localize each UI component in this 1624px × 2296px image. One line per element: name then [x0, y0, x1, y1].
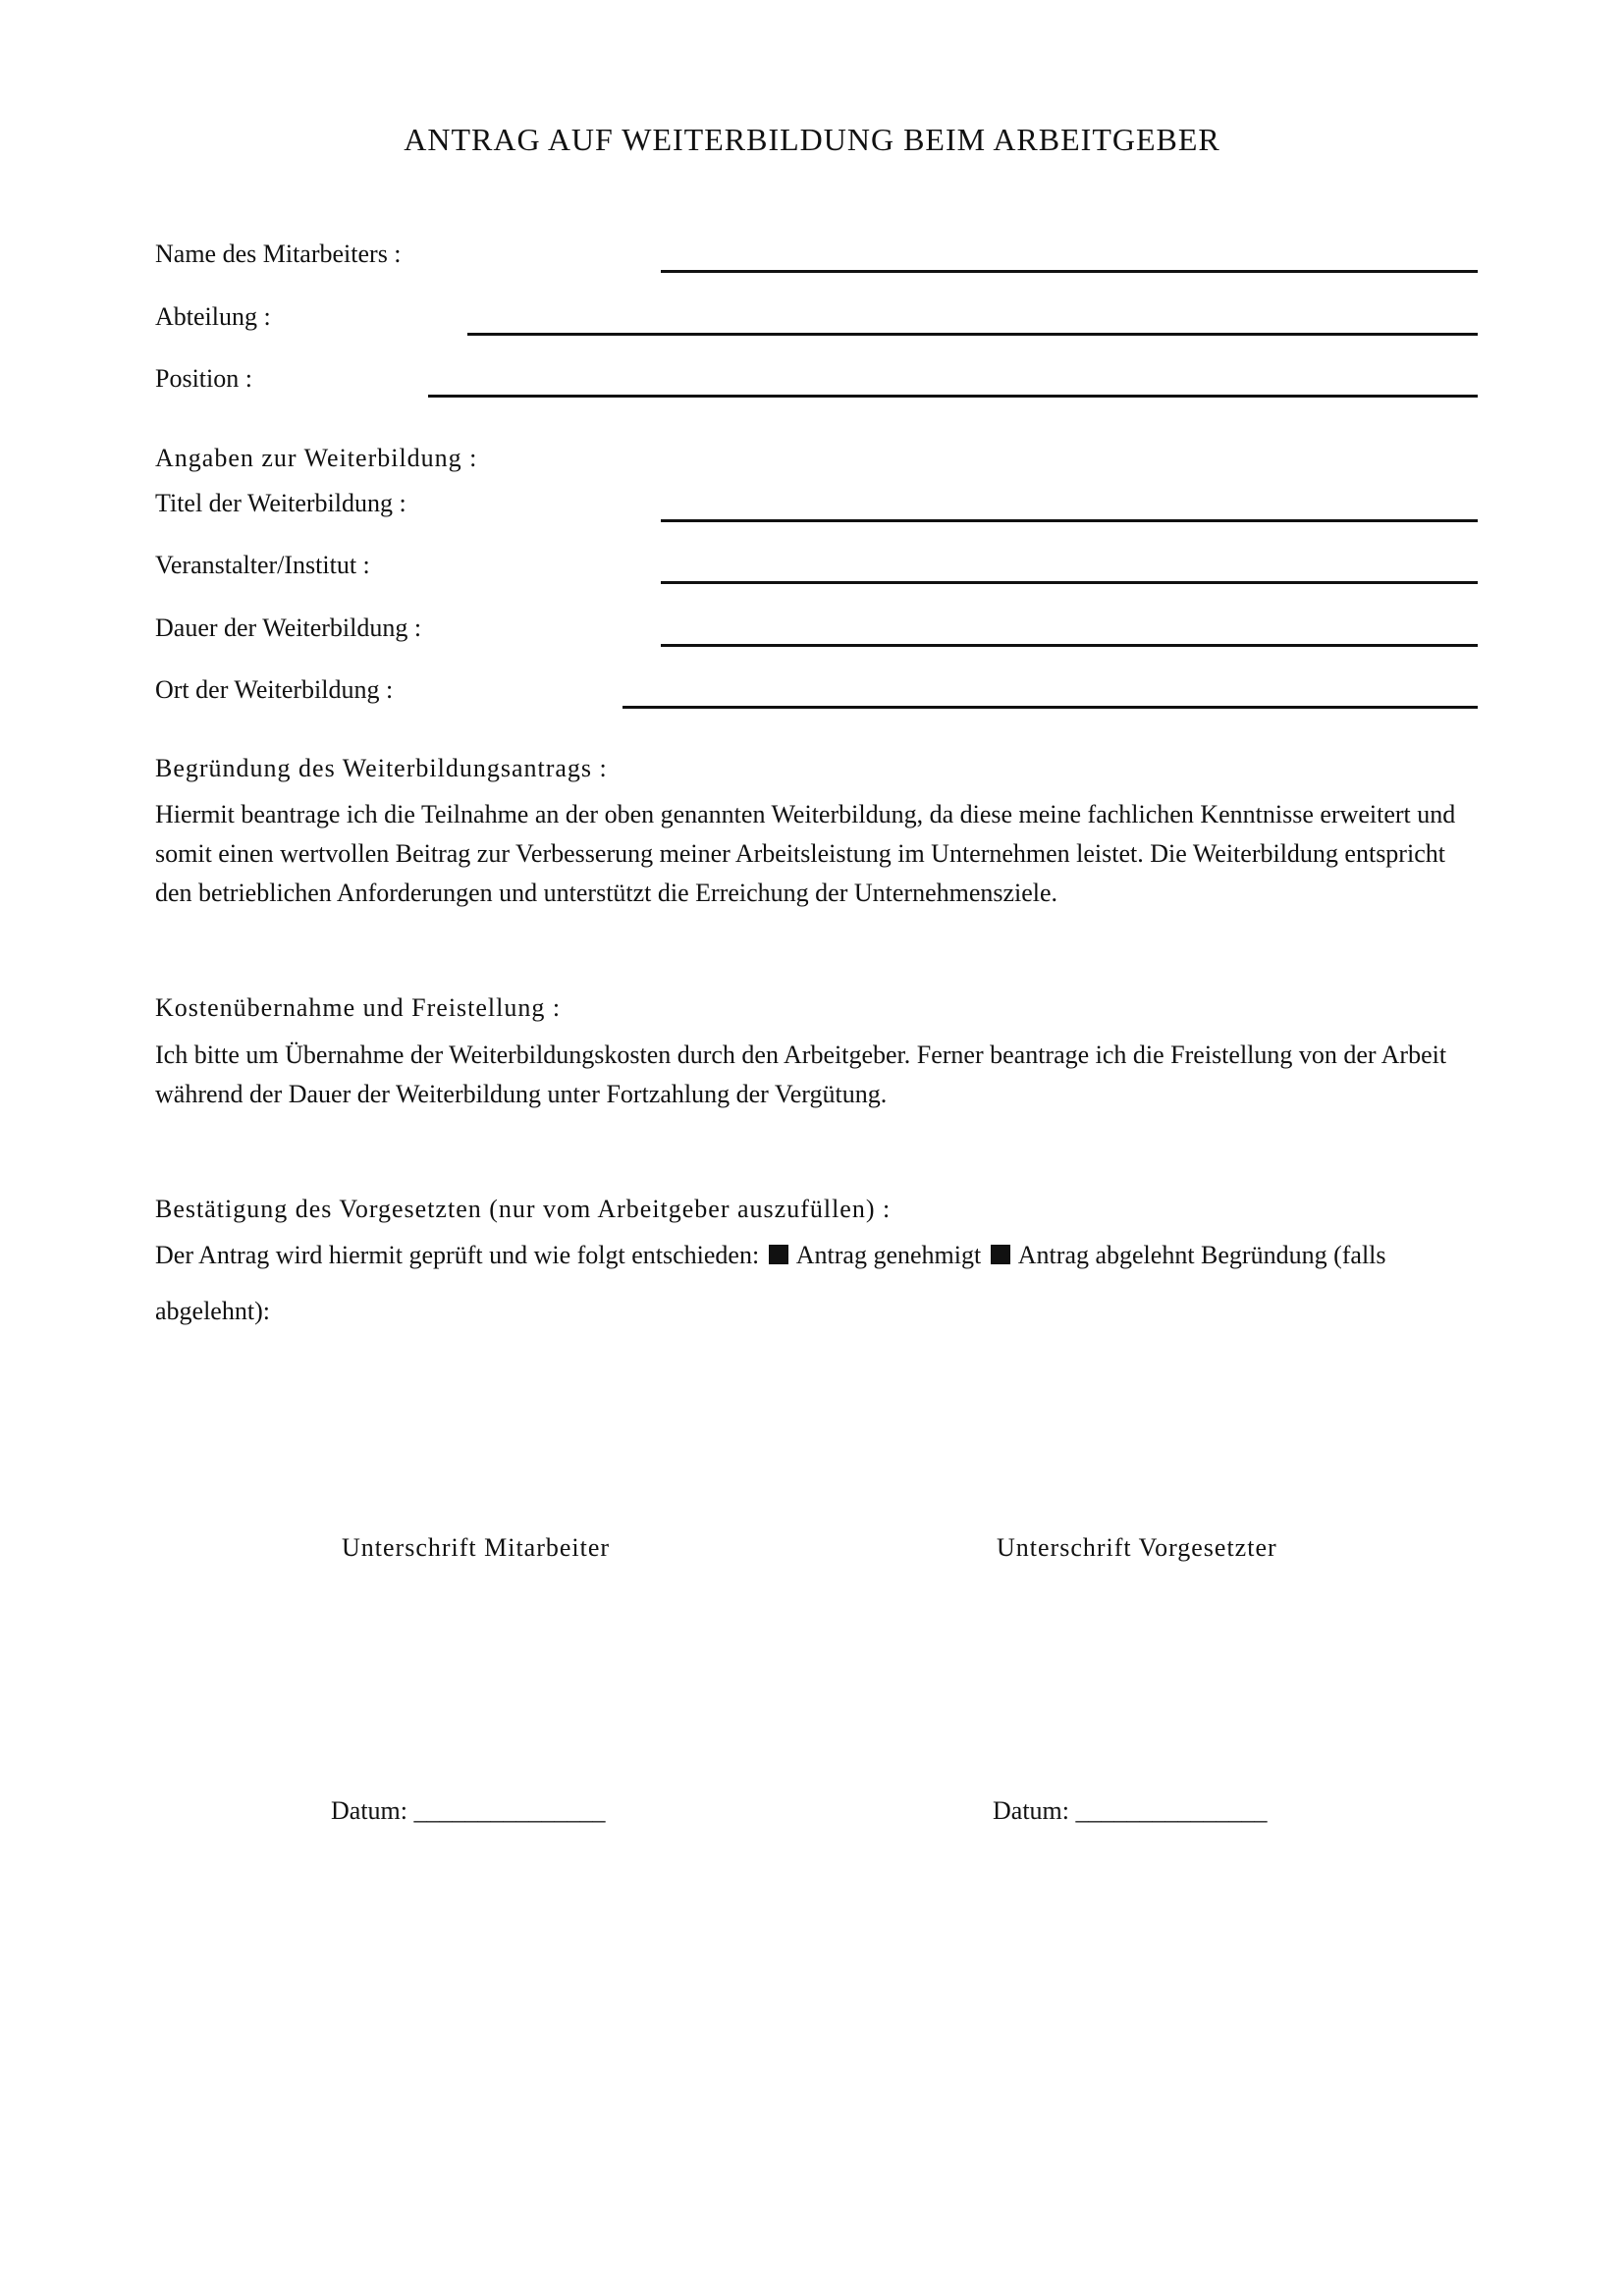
duration-label: Dauer der Weiterbildung :: [155, 614, 422, 642]
duration-field[interactable]: [661, 644, 1478, 647]
approval-heading: Bestätigung des Vorgesetzten (nur vom Arbeitgeber auszufüllen) :: [155, 1195, 892, 1223]
approval-intro: Der Antrag wird hiermit geprüft und wie folgt entschieden:: [155, 1241, 760, 1269]
department-label: Abteilung :: [155, 302, 271, 331]
employee-signature-label: Unterschrift Mitarbeiter: [342, 1533, 611, 1562]
department-field[interactable]: [467, 333, 1478, 336]
reason-label: Begründung (falls: [1201, 1241, 1386, 1269]
training-heading: Angaben zur Weiterbildung :: [155, 444, 478, 472]
employee-name-field[interactable]: [661, 270, 1478, 273]
approved-label: Antrag genehmigt: [795, 1241, 982, 1269]
provider-label: Veranstalter/Institut :: [155, 551, 370, 579]
costs-text: Ich bitte um Übernahme der Weiterbildungskosten durch den Arbeitgeber. Ferner beantrage ich die Freistellung von der Arbeit während der Dauer der Weiterbildung unter Fortzahlung der Vergütung.: [155, 1041, 1447, 1108]
employee-date-field[interactable]: Datum: _______________: [331, 1796, 606, 1825]
location-field[interactable]: [623, 706, 1478, 709]
checkbox-approved[interactable]: [769, 1245, 788, 1264]
document-title: ANTRAG AUF WEITERBILDUNG BEIM ARBEITGEBER: [404, 122, 1220, 157]
costs-heading: Kostenübernahme und Freistellung :: [155, 993, 562, 1022]
training-title-field[interactable]: [661, 519, 1478, 522]
training-title-label: Titel der Weiterbildung :: [155, 489, 406, 517]
checkbox-rejected[interactable]: [991, 1245, 1010, 1264]
justification-heading: Begründung des Weiterbildungsantrags :: [155, 754, 608, 782]
provider-field[interactable]: [661, 581, 1478, 584]
supervisor-signature-label: Unterschrift Vorgesetzter: [997, 1533, 1277, 1562]
reason-label-continued: abgelehnt):: [155, 1297, 270, 1325]
rejected-label: Antrag abgelehnt: [1017, 1241, 1195, 1269]
supervisor-date-field[interactable]: Datum: _______________: [993, 1796, 1268, 1825]
location-label: Ort der Weiterbildung :: [155, 675, 394, 704]
employee-name-label: Name des Mitarbeiters :: [155, 240, 402, 268]
position-label: Position :: [155, 364, 252, 393]
position-field[interactable]: [428, 395, 1478, 398]
justification-text: Hiermit beantrage ich die Teilnahme an der oben genannten Weiterbildung, da diese meine fachlichen Kenntnisse erweitert und somit einen wertvollen Beitrag zur Verbesserung meiner Arbeitsleistung im Unternehmen leistet. Die Weiterbildung entspricht den betrieblichen Anforderungen und unterstützt die Erreichung der Unternehmensziele.: [155, 800, 1456, 907]
approval-decision-line: [155, 1241, 1386, 1270]
